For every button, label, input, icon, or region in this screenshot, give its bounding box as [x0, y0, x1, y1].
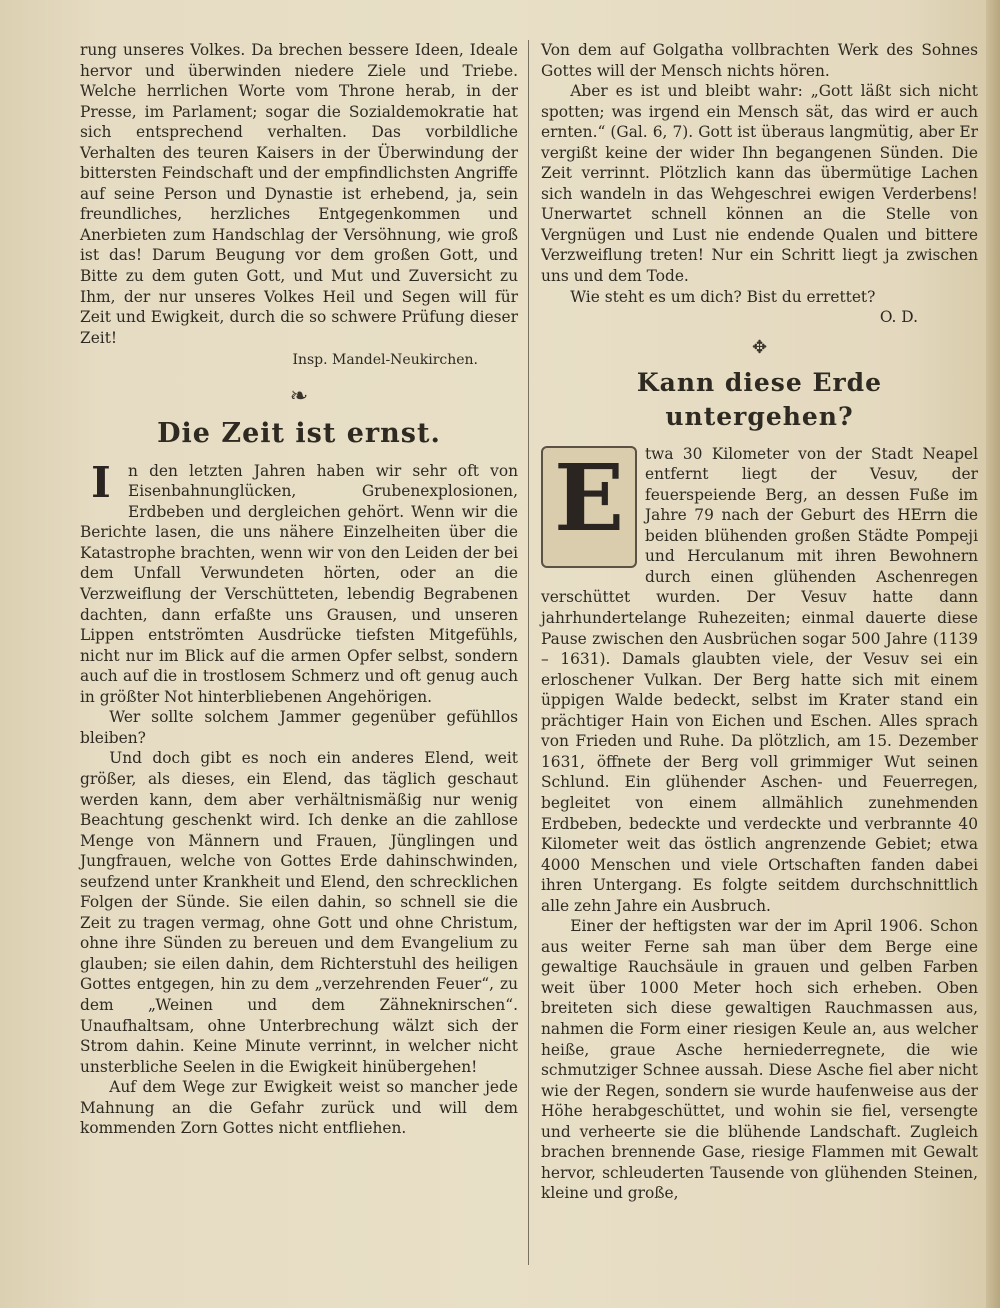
left-signature: Insp. Mandel-Neukirchen.	[292, 352, 478, 369]
dropcap-i: I	[91, 457, 111, 507]
zeit-paragraph-6: Aber es ist und bleibt wahr: „Gott läßt sich nicht spotten; was irgend ein Mensch sät, das wird er auch ernten.“ (Gal. 6, 7). Gott ist überaus langmütig, aber Er vergißt keine der wider Ihn begangenen Sünden. Die Zeit verrinnt. Plötzlich kann das übermütige Lachen sich wandeln in das Wehgeschrei ewigen Verderbens! Unerwartet schnell können an die Stelle von Vergnügen und Lust nie endende Qualen und bittere Verzweiflung treten! Nur ein Schritt liegt ja zwischen uns und dem Tode.	[541, 82, 978, 286]
zeit-paragraph-7: Wie steht es um dich? Bist du errettet?	[570, 287, 876, 306]
zeit-paragraph-4: Auf dem Wege zur Ewigkeit weist so mancher jede Mahnung an die Gefahr zurück und will dem kommenden Zorn Gottes nicht entfliehen.	[80, 1078, 518, 1138]
right-signature: O. D.	[879, 308, 918, 327]
ornament-leaf-icon: ❧	[289, 383, 309, 409]
left-column	[80, 40, 518, 1139]
article-title-erde: Kann diese Erde untergehen?	[636, 367, 883, 431]
dropcap-e: E	[541, 446, 637, 568]
ornament-flourish-icon: ✥	[751, 336, 768, 358]
erde-paragraph-2: Einer der heftigsten war der im April 1906. Schon aus weiter Ferne sah man über dem Berge eine gewaltige Rauchsäule in grauen und gelben Farben weit über 1000 Meter hoch sich erheben. Oben breiteten sich diese gewaltigen Rauchmassen aus, nahmen die Form einer riesigen Keule an, aus welcher heiße, graue Asche herniederregnete, die wie schmutziger Schnee aussah. Diese Asche fiel aber nicht wie der Regen, sondern sie wurde haufenweise aus der Höhe herabgeschüttet, und wohin sie fiel, versengte und verheerte sie die blühende Landschaft. Zugleich brachen brennende Gase, riesige Flammen mit Gewalt hervor, schleuderten Tausende von glühenden Steinen, kleine und große,	[541, 917, 978, 1203]
intro-paragraph: rung unseres Volkes. Da brechen bessere Ideen, Ideale hervor und überwinden niedere Ziele und Triebe. Welche herrlichen Worte vom Throne herab, in der Presse, im Parlament; sogar die Sozialdemokratie hat sich entsprechend verhalten. Das vorbildliche Verhalten des teuren Kaisers in der Überwindung der bittersten Feindschaft und der empfindlichsten Angriffe auf seine Person und Dynastie ist erhebend, ja, sein freundliches, herzliches Entgegenkommen und Anerbieten zum Handschlag der Versöhnung, wie groß ist das! Darum Beugung vor dem großen Gott, und Bitte zu dem guten Gott, und Mut und Zuversicht zu Ihm, der nur unseres Volkes Heil und Segen will für Zeit und Ewigkeit, durch die so schwere Prüfung dieser Zeit!	[80, 41, 518, 347]
column-divider	[528, 40, 529, 1265]
zeit-paragraph-1: n den letzten Jahren haben wir sehr oft von Eisenbahnunglücken, Grubenexplosionen, Erdbeben und dergleichen gehört. Wenn wir die Berichte lasen, die uns nähere Einzelheiten über die Katastrophe brachten, wenn wir von den Leiden der bei dem Unfall Verwundeten hörten, oder an die Verzweiflung der Verschütteten, lebendig Begrabenen dachten, dann erfaßte uns Grausen, und unseren Lippen entströmten Ausdrücke tiefsten Mitgefühls, nicht nur im Blick auf die armen Opfer selbst, sondern auch auf die in trostlosem Schmerz und oft genug auch in größter Not hinterbliebenen Angehörigen.	[80, 461, 518, 706]
article-title-zeit: Die Zeit ist ernst.	[157, 417, 441, 449]
page-edge	[986, 0, 1000, 1308]
right-column	[541, 40, 978, 1204]
zeit-paragraph-5: Von dem auf Golgatha vollbrachten Werk des Sohnes Gottes will der Mensch nichts hören.	[541, 41, 978, 80]
erde-paragraph-1: twa 30 Kilometer von der Stadt Neapel entfernt liegt der Vesuv, der feuerspeiende Berg, an dessen Fuße im Jahre 79 nach der Geburt des HErrn die beiden blühenden großen Städte Pompeji und Herculanum mit ihren Bewohnern durch einen glühenden Aschenregen verschüttet wurden. Der Vesuv hatte dann jahrhundertelange Ruhezeiten; einmal dauerte diese Pause zwischen den Ausbrüchen sogar 500 Jahre (1139 – 1631). Damals glaubten viele, der Vesuv sei ein erloschener Vulkan. Der Berg hatte sich mit einem üppigen Walde bedeckt, selbst im Krater stand ein prächtiger Hain von Eichen und Eschen. Alles sprach von Frieden und Ruhe. Da plötzlich, am 15. Dezember 1631, öffnete der Berg voll grimmiger Wut seinen Schlund. Ein glühender Aschen- und Feuerregen, begleitet von einem allmählich zunehmenden Erdbeben, bedeckte und verdeckte und verbrannte 40 Kilometer weit das östlich angrenzende Gebiet; etwa 4000 Menschen und viele Ortschaften fanden dabei ihren Untergang. Es folgte seitdem durchschnittlich alle zehn Jahre ein Ausbruch.	[541, 444, 978, 915]
zeit-paragraph-2: Wer sollte solchem Jammer gegenüber gefühllos bleiben?	[80, 708, 518, 747]
zeit-paragraph-3: Und doch gibt es noch ein anderes Elend, weit größer, als dieses, ein Elend, das täglich geschaut werden kann, dem aber verhältnismäßig nur wenig Beachtung geschenkt wird. Ich denke an die zahllose Menge von Männern und Frauen, Jünglingen und Jungfrauen, welche von Gottes Erde dahinschwinden, seufzend unter Krankheit und Elend, den schrecklichen Folgen der Sünde. Sie eilen dahin, so schnell sie die Zeit zu tragen vermag, ohne Gott und ohne Christum, ohne ihre Sünden zu bereuen und dem Evangelium zu glauben; sie eilen dahin, dem Richterstuhl des heiligen Gottes entgegen, hin zu dem „verzehrenden Feuer“, zu dem „Weinen und dem Zähneknirschen“. Unaufhaltsam, ohne Unterbrechung wälzt sich der Strom dahin. Keine Minute verrinnt, in welcher nicht unsterbliche Seelen in die Ewigkeit hinübergehen!	[80, 749, 518, 1076]
